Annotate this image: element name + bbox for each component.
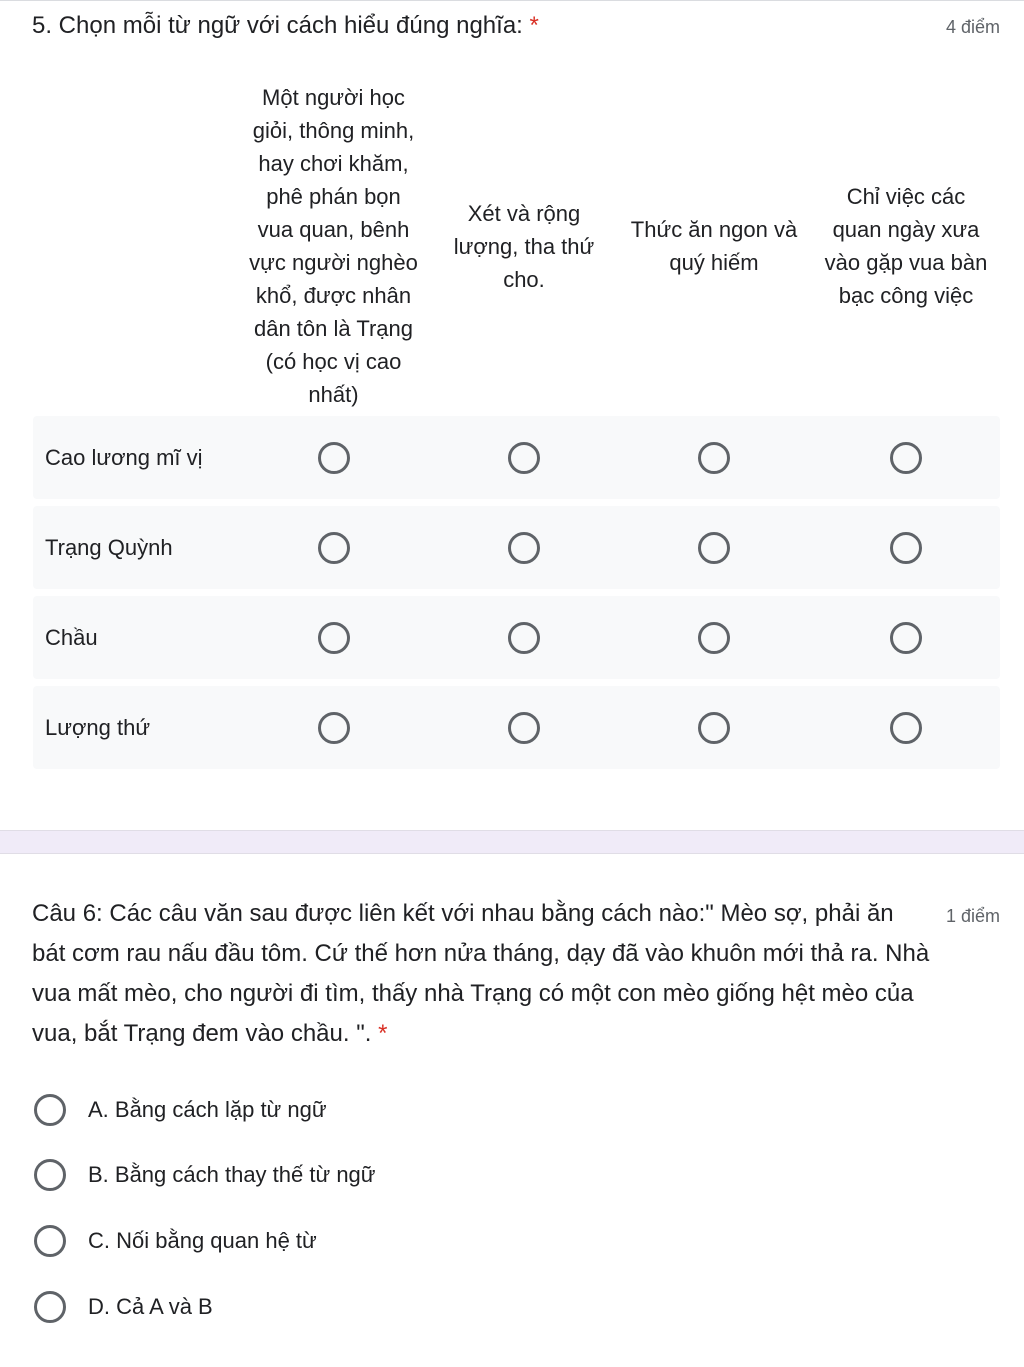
grid-row-label: Lượng thứ [45, 714, 151, 740]
option-b[interactable] [34, 1157, 376, 1193]
grid-radio-r1-c1[interactable] [318, 442, 350, 474]
grid-radio-r1-c3[interactable] [698, 442, 730, 474]
option-a-label: A. Bằng cách lặp từ ngữ [88, 1097, 327, 1122]
question-5-title [32, 6, 539, 46]
grid-row-cao-luong-mi-vi [33, 416, 1000, 499]
column-3-line: Thức ăn ngon và [630, 217, 798, 242]
column-1-line: Một người học [262, 85, 405, 110]
column-1-line: nhất) [308, 382, 359, 407]
column-2-line: cho. [503, 266, 545, 292]
column-2-line: lượng, tha thứ [453, 233, 595, 259]
radio-option-a[interactable] [34, 1094, 66, 1126]
grid-column-header-3 [618, 81, 810, 411]
grid-radio-r3-c3[interactable] [698, 622, 730, 654]
question-6-title [32, 894, 932, 1054]
column-4-line: Chỉ việc các [846, 184, 966, 209]
column-1-line: phê phán bọn [266, 184, 401, 209]
grid-row-label: Trạng Quỳnh [45, 534, 173, 560]
grid-radio-r4-c2[interactable] [508, 712, 540, 744]
column-1-line: (có học vị cao [265, 349, 402, 374]
column-4-line: vào gặp vua bàn [824, 250, 988, 275]
grid-radio-r3-c4[interactable] [890, 622, 922, 654]
radio-option-d[interactable] [34, 1291, 66, 1323]
grid-row-luong-thu [33, 686, 1000, 769]
column-4-line: bạc công việc [838, 283, 974, 308]
grid-radio-r2-c2[interactable] [508, 532, 540, 564]
column-1-line: vực người nghèo [249, 250, 418, 275]
grid-row-label: Cao lương mĩ vị [45, 444, 203, 470]
section-separator [0, 830, 1024, 854]
grid-radio-r4-c1[interactable] [318, 712, 350, 744]
column-1-line: giỏi, thông minh, [252, 118, 415, 143]
radio-option-b[interactable] [34, 1159, 66, 1191]
column-1-line: khổ, được nhân [255, 283, 412, 308]
option-a[interactable] [34, 1092, 327, 1128]
required-marker: * [378, 1020, 388, 1047]
grid-radio-r3-c2[interactable] [508, 622, 540, 654]
option-c[interactable] [34, 1223, 317, 1259]
grid-row-chau [33, 596, 1000, 679]
question-6-title-text: Câu 6: Các câu văn sau được liên kết với nhau bằng cách nào:" Mèo sợ, phải ăn bát cơm rau nấu đầu tôm. Cứ thế hơn nửa tháng, dạy đã vào khuôn mới thả ra. Nhà vua mất mèo, cho người đi tìm, thấy nhà Trạng có một con mèo giống hệt mèo của vua, bắt Trạng đem vào chầu. ". [32, 900, 930, 1047]
grid-radio-r2-c3[interactable] [698, 532, 730, 564]
grid-radio-r2-c1[interactable] [318, 532, 350, 564]
grid-radio-r1-c4[interactable] [890, 442, 922, 474]
grid-column-header-1 [236, 81, 431, 411]
question-5-points: 4 điểm [945, 17, 1000, 37]
column-1-line: dân tôn là Trạng [253, 316, 413, 341]
question-5-title-text: 5. Chọn mỗi từ ngữ với cách hiểu đúng nghĩa: [32, 12, 523, 39]
column-1-line: hay chơi khăm, [258, 151, 409, 176]
question-6-card [0, 854, 1024, 1367]
option-c-label: C. Nối bằng quan hệ từ [88, 1228, 317, 1253]
grid-column-header-2 [430, 81, 618, 411]
column-3-line: quý hiếm [669, 250, 759, 275]
grid-radio-r3-c1[interactable] [318, 622, 350, 654]
grid-radio-r4-c4[interactable] [890, 712, 922, 744]
column-2-line: Xét và rộng [467, 200, 581, 226]
radio-option-c[interactable] [34, 1225, 66, 1257]
grid-row-trang-quynh [33, 506, 1000, 589]
grid-radio-r4-c3[interactable] [698, 712, 730, 744]
column-1-line: vua quan, bênh [257, 217, 410, 242]
column-4-line: quan ngày xưa [832, 217, 980, 242]
option-d-label: D. Cả A và B [88, 1294, 213, 1319]
grid-column-header-4 [810, 81, 1002, 411]
question-6-points: 1 điểm [945, 906, 1000, 926]
required-marker: * [529, 12, 539, 39]
option-b-label: B. Bằng cách thay thế từ ngữ [88, 1162, 376, 1187]
grid-row-label: Chầu [45, 624, 98, 650]
grid-radio-r2-c4[interactable] [890, 532, 922, 564]
option-d[interactable] [34, 1289, 213, 1325]
grid-radio-r1-c2[interactable] [508, 442, 540, 474]
